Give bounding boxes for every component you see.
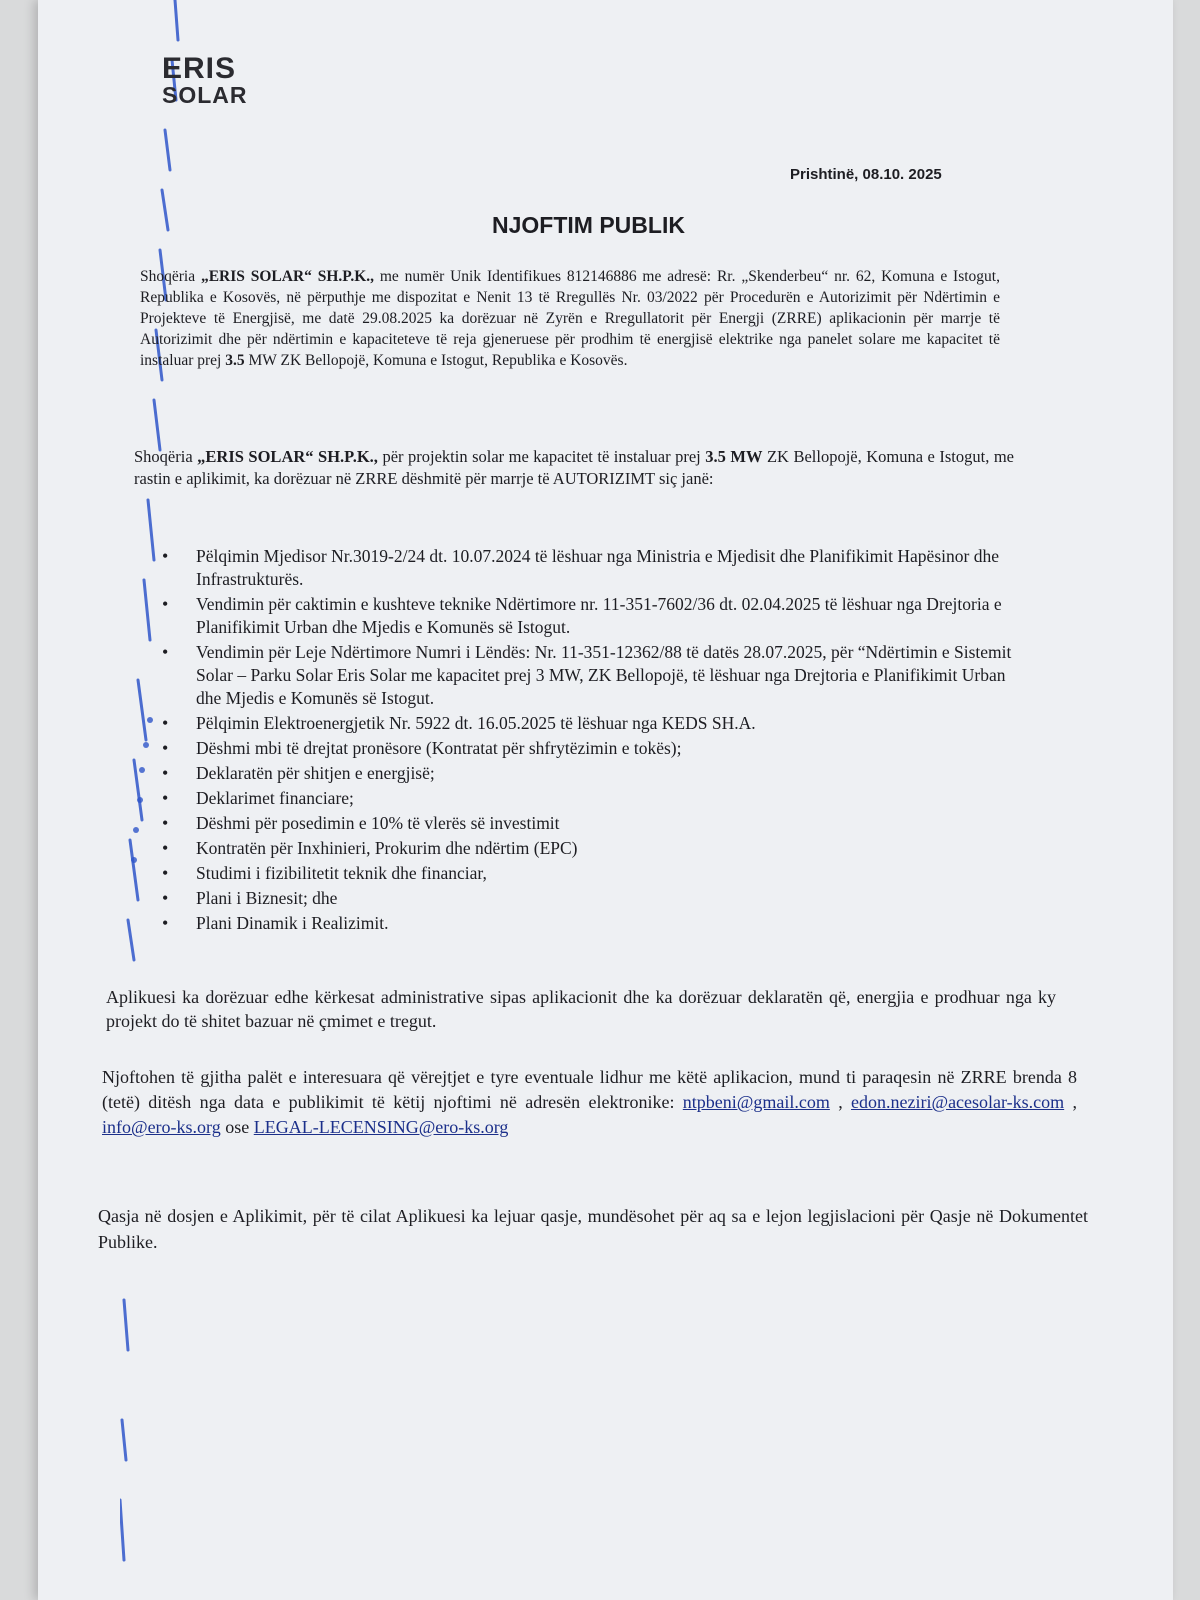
logo-line-2: SOLAR bbox=[162, 82, 248, 108]
email-link-3[interactable]: info@ero-ks.org bbox=[102, 1117, 221, 1137]
list-item: • Pëlqimin Mjedisor Nr.3019-2/24 dt. 10.07.2024 të lëshuar nga Ministria e Mjedisit dhe Planifikimit Hapësinor dhe Infrastrukturës. bbox=[150, 545, 1030, 591]
paragraph-evidence bbox=[134, 446, 1014, 490]
paragraph-intro bbox=[140, 266, 1000, 371]
p4-sep: , bbox=[829, 1092, 852, 1112]
list-item: • Deklarimet financiare; bbox=[150, 787, 1030, 810]
paragraph-notice bbox=[102, 1065, 1077, 1140]
company-logo bbox=[162, 52, 248, 108]
p1-a: Shoqëria bbox=[140, 268, 201, 285]
page-title: NJOFTIM PUBLIK bbox=[492, 212, 685, 238]
p4-or: ose bbox=[220, 1117, 254, 1137]
p4-sep2: , bbox=[1064, 1092, 1078, 1112]
p2-e: ZK Bellopojë, Komuna e Istogut, me rastin e aplikimit, ka dorëzuar në ZRRE dëshmitë për marrje të AUTORIZIMT siç janë: bbox=[134, 447, 1014, 488]
list-item: • Kontratën për Inxhinieri, Prokurim dhe ndërtim (EPC) bbox=[150, 837, 1030, 860]
evidence-list bbox=[150, 545, 1030, 937]
place-date: Prishtinë, 08.10. 2025 bbox=[790, 166, 942, 183]
list-item: • Dëshmi për posedimin e 10% të vlerës së investimit bbox=[150, 812, 1030, 835]
list-item: • Vendimin për Leje Ndërtimore Numri i Lëndës: Nr. 11-351-12362/88 të datës 28.07.2025, për “Ndërtimin e Sistemit Solar – Parku Solar Eris Solar me kapacitet prej 3 MW, ZK Bellopojë, të lëshuar nga Drejtoria e Planifikimit Urban dhe Mjedis e Komunës së Istogut. bbox=[150, 641, 1030, 710]
paragraph-access: Qasja në dosjen e Aplikimit, për të cilat Aplikuesi ka lejuar qasje, mundësohet për aq sa e lejon legjislacioni për Qasje në Dokumentet Publike. bbox=[98, 1206, 1088, 1252]
list-item: • Dëshmi mbi të drejtat pronësore (Kontratat për shfrytëzimin e tokës); bbox=[150, 737, 1030, 760]
p1-capacity: 3.5 bbox=[225, 352, 245, 369]
email-link-2[interactable]: edon.neziri@acesolar-ks.com bbox=[851, 1092, 1065, 1112]
p1-e: MW ZK Bellopojë, Komuna e Istogut, Republika e Kosovës. bbox=[244, 352, 628, 369]
p2-c: për projektin solar me kapacitet të instaluar prej bbox=[377, 447, 706, 466]
list-item: • Plani Dinamik i Realizimit. bbox=[150, 912, 1030, 935]
p4-text: Njoftohen të gjitha palët e interesuara që vërejtjet e tyre eventuale lidhur me këtë aplikacion, mund ti paraqesin në ZRRE brenda 8 (tetë) ditësh nga data e publikimit të këtij njoftimi në adresën elektronike: bbox=[102, 1067, 1077, 1112]
list-item: • Plani i Biznesit; dhe bbox=[150, 887, 1030, 910]
list-item: • Deklaratën për shitjen e energjisë; bbox=[150, 762, 1030, 785]
email-link-4[interactable]: LEGAL-LECENSING@ero-ks.org bbox=[253, 1117, 509, 1137]
list-item: • Vendimin për caktimin e kushteve teknike Ndërtimore nr. 11-351-7602/36 dt. 02.04.2025 të lëshuar nga Drejtoria e Planifikimit Urban dhe Mjedis e Komunës së Istogut. bbox=[150, 593, 1030, 639]
list-item: • Pëlqimin Elektroenergjetik Nr. 5922 dt. 16.05.2025 të lëshuar nga KEDS SH.A. bbox=[150, 712, 1030, 735]
p1-company: „ERIS SOLAR“ SH.P.K., bbox=[200, 268, 375, 285]
paragraph-administrative: Aplikuesi ka dorëzuar edhe kërkesat administrative sipas aplikacionit dhe ka dorëzuar deklaratën që, energjia e prodhuar nga ky projekt do të shitet bazuar në çmimet e tregut. bbox=[106, 987, 1056, 1031]
list-item: • Studimi i fizibilitetit teknik dhe financiar, bbox=[150, 862, 1030, 885]
p2-a: Shoqëria bbox=[134, 447, 198, 466]
p2-company: „ERIS SOLAR“ SH.P.K., bbox=[197, 447, 378, 466]
email-link-1[interactable]: ntpbeni@gmail.com bbox=[682, 1092, 830, 1112]
logo-line-1: ERIS bbox=[162, 52, 237, 85]
p1-c: me numër Unik Identifikues 812146886 me adresë: Rr. „Skenderbeu“ nr. 62, Komuna e Istogut, Republika e Kosovës, në përputhje me dispozitat e Nenit 13 të Rregullës Nr. 03/2022 për Procedurën e Autorizimit për Ndërtimin e Projekteve të Energjisë, me datë 29.08.2025 ka dorëzuar në Zyrën e Rregullatorit për Energji (ZRRE) aplikacionin për marrje të Autorizimit dhe për ndërtimin e kapaciteteve të reja gjeneruese për prodhim të energjisë elektrike nga panelet solare me kapacitet të instaluar prej bbox=[140, 268, 1000, 369]
p2-capacity: 3.5 MW bbox=[705, 447, 763, 466]
